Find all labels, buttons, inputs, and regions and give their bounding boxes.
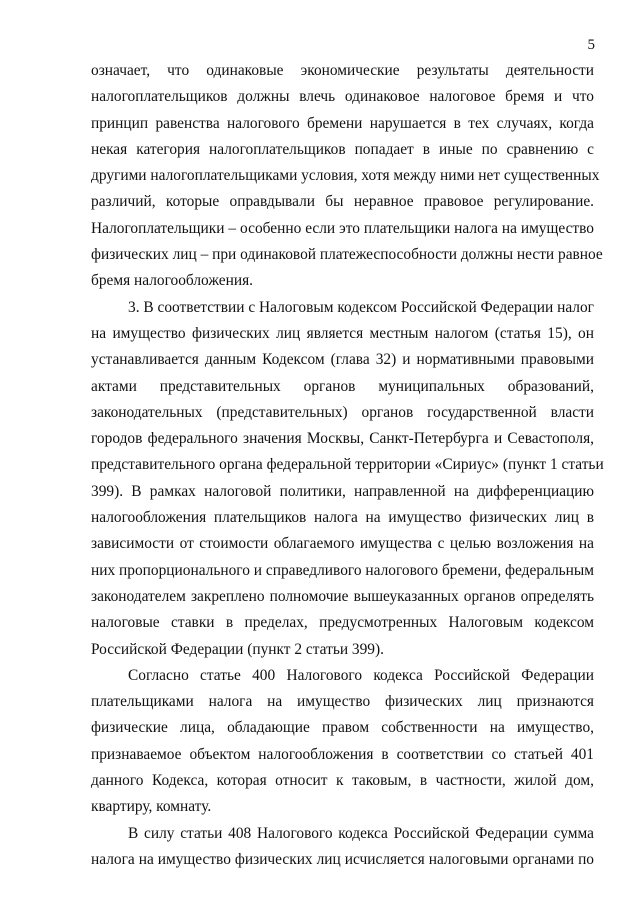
text-line: законодательных (представительных) органов государственной власти (91, 403, 594, 421)
text-line: означает, что одинаковые экономические результаты деятельности (91, 62, 594, 79)
text-line: Налогоплательщики – особенно если это плательщики налога на имущество (91, 219, 594, 237)
page-number: 5 (587, 37, 595, 53)
text-line: квартиру, комнату. (91, 798, 212, 816)
text-line: зависимости от стоимости облагаемого имущества с целью возложения на (91, 535, 594, 553)
text-line: Российской Федерации (пункт 2 статьи 399). (91, 640, 384, 658)
paragraph-tax-burden-continuation (91, 58, 603, 295)
text-line: на имущество физических лиц является местным налогом (статья 15), он (91, 324, 594, 342)
text-line: 399). В рамках налоговой политики, направленной на дифференциацию (91, 482, 594, 500)
text-line: налогоплательщиков должны влечь одинаковое налоговое бремя и что (91, 88, 594, 106)
text-line: некая категория налогоплательщиков попадает в иные по сравнению с (91, 140, 594, 158)
text-line: принцип равенства налогового бремени нарушается в тех случаях, когда (91, 114, 594, 132)
text-line: бремя налогообложения. (91, 272, 254, 290)
paragraph-article-400 (91, 663, 594, 821)
text-line: налога на имущество физических лиц исчисляется налоговыми органами по (91, 850, 594, 868)
text-line: налогообложения плательщиков налога на имущество физических лиц в (91, 509, 594, 527)
text-line: признаваемое объектом налогообложения в соответствии со статьей 401 (91, 745, 594, 763)
text-line: различий, которые оправдывали бы неравное правовое регулирование. (91, 193, 594, 211)
text-line: Согласно статье 400 Налогового кодекса Российской Федерации (128, 666, 594, 684)
text-line: устанавливается данным Кодексом (глава 32) и нормативными правовыми (91, 351, 594, 369)
text-line: 3. В соответствии с Налоговым кодексом Российской Федерации налог (128, 298, 594, 316)
text-line: физических лиц – при одинаковой платежеспособности должны нести равное (91, 246, 603, 264)
text-line: них пропорционального и справедливого налогового бремени, федеральным (91, 561, 594, 579)
text-line: плательщиками налога на имущество физических лиц признаются (91, 693, 594, 711)
paragraph-3-local-tax (91, 295, 604, 663)
text-line: налоговые ставки в пределах, предусмотренных Налоговым кодексом (91, 614, 594, 632)
text-line: городов федерального значения Москвы, Санкт-Петербурга и Севастополя, (91, 430, 594, 448)
text-line: В силу статьи 408 Налогового кодекса Российской Федерации сумма (128, 824, 594, 842)
text-line: представительного органа федеральной территории «Сириус» (пункт 1 статьи (91, 456, 604, 474)
text-line: физические лица, обладающие правом собственности на имущество, (91, 719, 594, 737)
text-line: законодателем закреплено полномочие вышеуказанных органов определять (91, 587, 594, 605)
document-body (91, 58, 604, 873)
text-line: актами представительных органов муниципальных образований, (91, 377, 594, 395)
paragraph-article-408 (91, 821, 594, 874)
text-line: данного Кодекса, которая относит к таковым, в частности, жилой дом, (91, 772, 594, 790)
text-line: другими налогоплательщиками условия, хотя между ними нет существенных (91, 167, 600, 185)
